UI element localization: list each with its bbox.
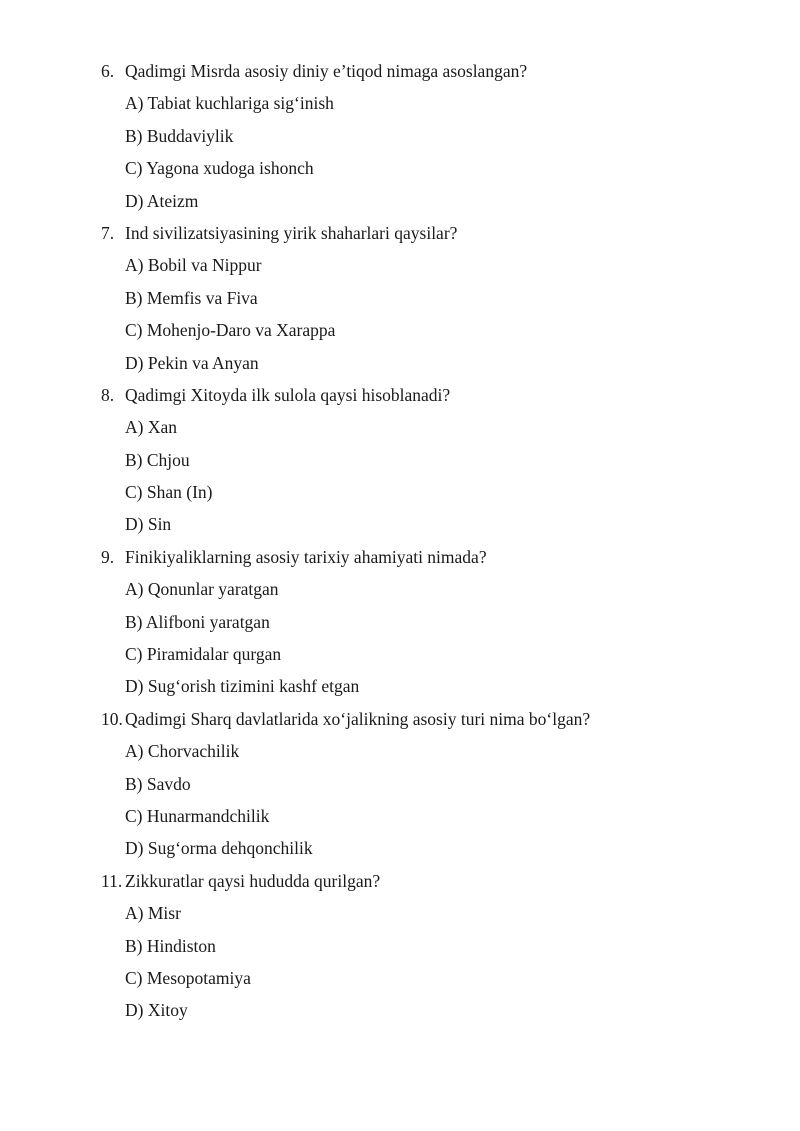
answer-option xyxy=(0,282,800,314)
answer-option xyxy=(0,573,800,605)
answer-option xyxy=(0,897,800,929)
quiz-question-list xyxy=(0,55,800,1027)
quiz-question-6 xyxy=(0,55,800,217)
answer-option xyxy=(0,411,800,443)
answer-option xyxy=(0,735,800,767)
answer-options xyxy=(0,735,800,865)
answer-options xyxy=(0,411,800,541)
answer-option-text: B) Buddaviylik xyxy=(125,125,234,146)
question-number: 6. xyxy=(101,61,115,81)
answer-option xyxy=(0,444,800,476)
answer-option-text: C) Yagona xudoga ishonch xyxy=(125,158,314,179)
answer-option-text: A) Xan xyxy=(125,417,177,438)
answer-option xyxy=(0,800,800,832)
question-text: Ind sivilizatsiyasining yirik shaharlari qaysilar? xyxy=(125,222,458,243)
answer-option-text: B) Alifboni yaratgan xyxy=(125,611,270,632)
question-line xyxy=(0,217,800,249)
answer-option-text: A) Chorvachilik xyxy=(125,741,240,762)
answer-option-text: A) Bobil va Nippur xyxy=(125,255,262,276)
quiz-question-8 xyxy=(0,379,800,541)
question-line xyxy=(0,541,800,573)
answer-option xyxy=(0,768,800,800)
answer-option xyxy=(0,930,800,962)
question-line xyxy=(0,703,800,735)
quiz-question-10 xyxy=(0,703,800,865)
question-number: 10. xyxy=(101,708,123,729)
question-text: Qadimgi Sharq davlatlarida xo‘jalikning asosiy turi nima bo‘lgan? xyxy=(125,708,591,729)
answer-option-text: D) Pekin va Anyan xyxy=(125,352,259,373)
answer-options xyxy=(0,249,800,379)
question-text: Zikkuratlar qaysi hududda qurilgan? xyxy=(125,870,381,891)
answer-option-text: B) Hindiston xyxy=(125,935,216,956)
answer-option xyxy=(0,962,800,994)
answer-option-text: C) Piramidalar qurgan xyxy=(125,644,282,665)
answer-option xyxy=(0,994,800,1026)
answer-option-text: D) Xitoy xyxy=(125,1000,188,1021)
quiz-question-11 xyxy=(0,865,800,1027)
answer-option-text: C) Mohenjo-Daro va Xarappa xyxy=(125,320,336,341)
answer-option-text: C) Mesopotamiya xyxy=(125,967,251,988)
answer-option-text: D) Sug‘orish tizimini kashf etgan xyxy=(125,676,360,697)
question-number: 11. xyxy=(101,870,123,891)
quiz-question-7 xyxy=(0,217,800,379)
answer-option xyxy=(0,249,800,281)
answer-option xyxy=(0,508,800,540)
answer-option xyxy=(0,120,800,152)
answer-options xyxy=(0,573,800,703)
answer-option-text: D) Ateizm xyxy=(125,190,199,211)
answer-option-text: D) Sin xyxy=(125,514,172,535)
answer-option-text: A) Misr xyxy=(125,903,181,924)
answer-option xyxy=(0,185,800,217)
answer-options xyxy=(0,87,800,217)
answer-option-text: D) Sug‘orma dehqonchilik xyxy=(125,838,313,859)
question-number: 7. xyxy=(101,222,115,243)
answer-option xyxy=(0,314,800,346)
question-text: Qadimgi Misrda asosiy diniy e’tiqod nimaga asoslangan? xyxy=(125,61,528,81)
answer-option-text: A) Qonunlar yaratgan xyxy=(125,579,279,600)
question-line xyxy=(0,379,800,411)
answer-options xyxy=(0,897,800,1027)
answer-option xyxy=(0,476,800,508)
question-text: Qadimgi Xitoyda ilk sulola qaysi hisoblanadi? xyxy=(125,384,451,405)
answer-option xyxy=(0,606,800,638)
answer-option xyxy=(0,87,800,119)
answer-option xyxy=(0,832,800,864)
answer-option-text: A) Tabiat kuchlariga sig‘inish xyxy=(125,93,334,114)
answer-option-text: B) Savdo xyxy=(125,773,191,794)
answer-option-text: B) Memfis va Fiva xyxy=(125,287,258,308)
question-number: 8. xyxy=(101,384,115,405)
question-line xyxy=(0,865,800,897)
question-number: 9. xyxy=(101,546,115,567)
answer-option xyxy=(0,638,800,670)
answer-option xyxy=(0,152,800,184)
question-text: Finikiyaliklarning asosiy tarixiy ahamiyati nimada? xyxy=(125,546,487,567)
answer-option-text: C) Hunarmandchilik xyxy=(125,805,270,826)
quiz-question-9 xyxy=(0,541,800,703)
question-line xyxy=(0,55,800,87)
answer-option xyxy=(0,347,800,379)
answer-option-text: C) Shan (In) xyxy=(125,482,213,503)
answer-option-text: B) Chjou xyxy=(125,449,190,470)
answer-option xyxy=(0,670,800,702)
